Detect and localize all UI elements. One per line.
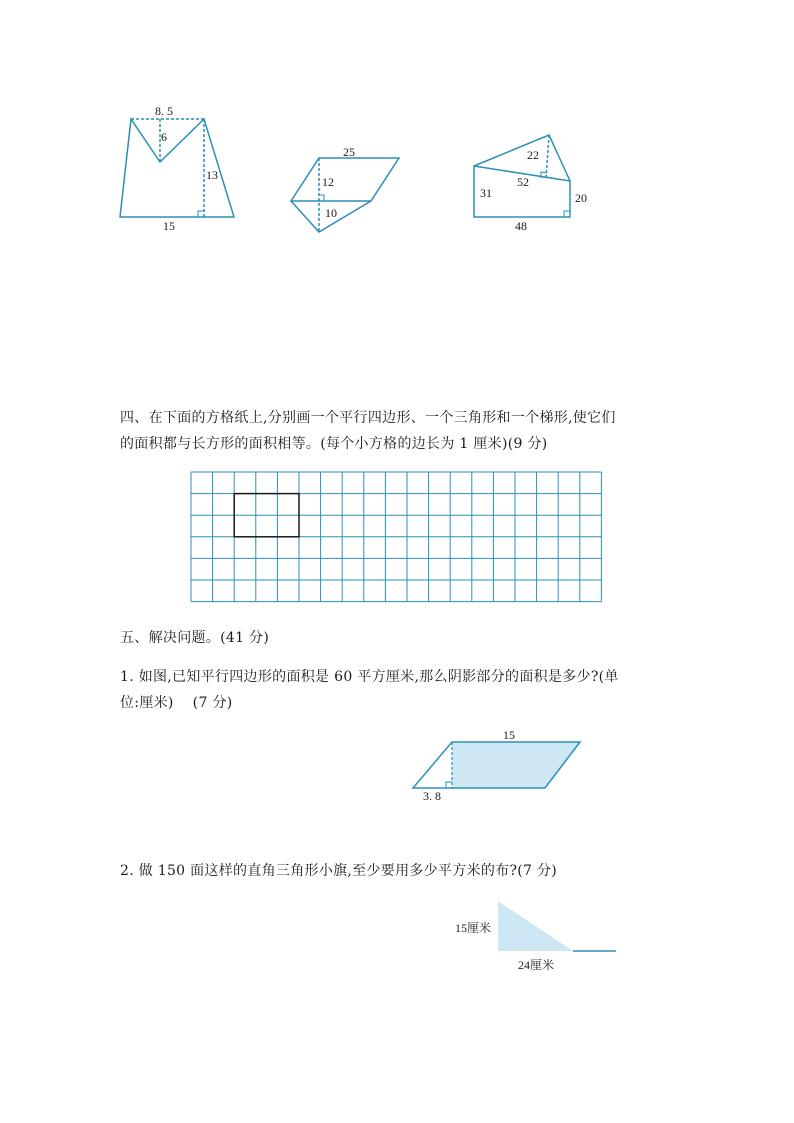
shape-a-inner-label: 6 [161,130,167,144]
shape-c-diag-label: 52 [517,175,529,189]
shape-a-base-label: 15 [163,219,175,233]
problem1-line2: 位:厘米) (7 分) [120,695,233,711]
shape-c-right-label: 20 [575,191,587,205]
question5-heading: 五、解决问题。(41 分) [120,630,270,646]
shape-b [291,158,399,232]
problem2-text: 2. 做 150 面这样的直角三角形小旗,至少要用多少平方米的布?(7 分) [120,863,558,879]
question4-line2: 的面积都与长方形的面积相等。(每个小方格的边长为 1 厘米)(9 分) [120,436,548,452]
problem1-top-label: 15 [503,728,515,742]
problem1-figure [413,742,580,788]
shape-a-height-label: 13 [206,168,218,182]
shape-c-base-label: 48 [515,219,527,233]
shape-c-left-label: 31 [480,186,492,200]
problem1-line1: 1. 如图,已知平行四边形的面积是 60 平方厘米,那么阴影部分的面积是多少?(单 [120,669,619,685]
shape-c-height-label: 22 [527,148,539,162]
problem1-text [120,664,619,716]
problem2-height-label: 15厘米 [455,921,492,935]
question4-text [120,405,616,457]
shape-a-top-label: 8. 5 [155,104,173,118]
shape-b-top-label: 25 [343,145,355,159]
problem2-figure [498,901,616,951]
problem1-bottom-label: 3. 8 [423,789,441,803]
problem2-base-label: 24厘米 [518,958,555,972]
question4-line1: 四、在下面的方格纸上,分别画一个平行四边形、一个三角形和一个梯形,使它们 [120,410,616,426]
shape-b-h2-label: 10 [325,206,337,220]
shape-b-h1-label: 12 [322,175,334,189]
